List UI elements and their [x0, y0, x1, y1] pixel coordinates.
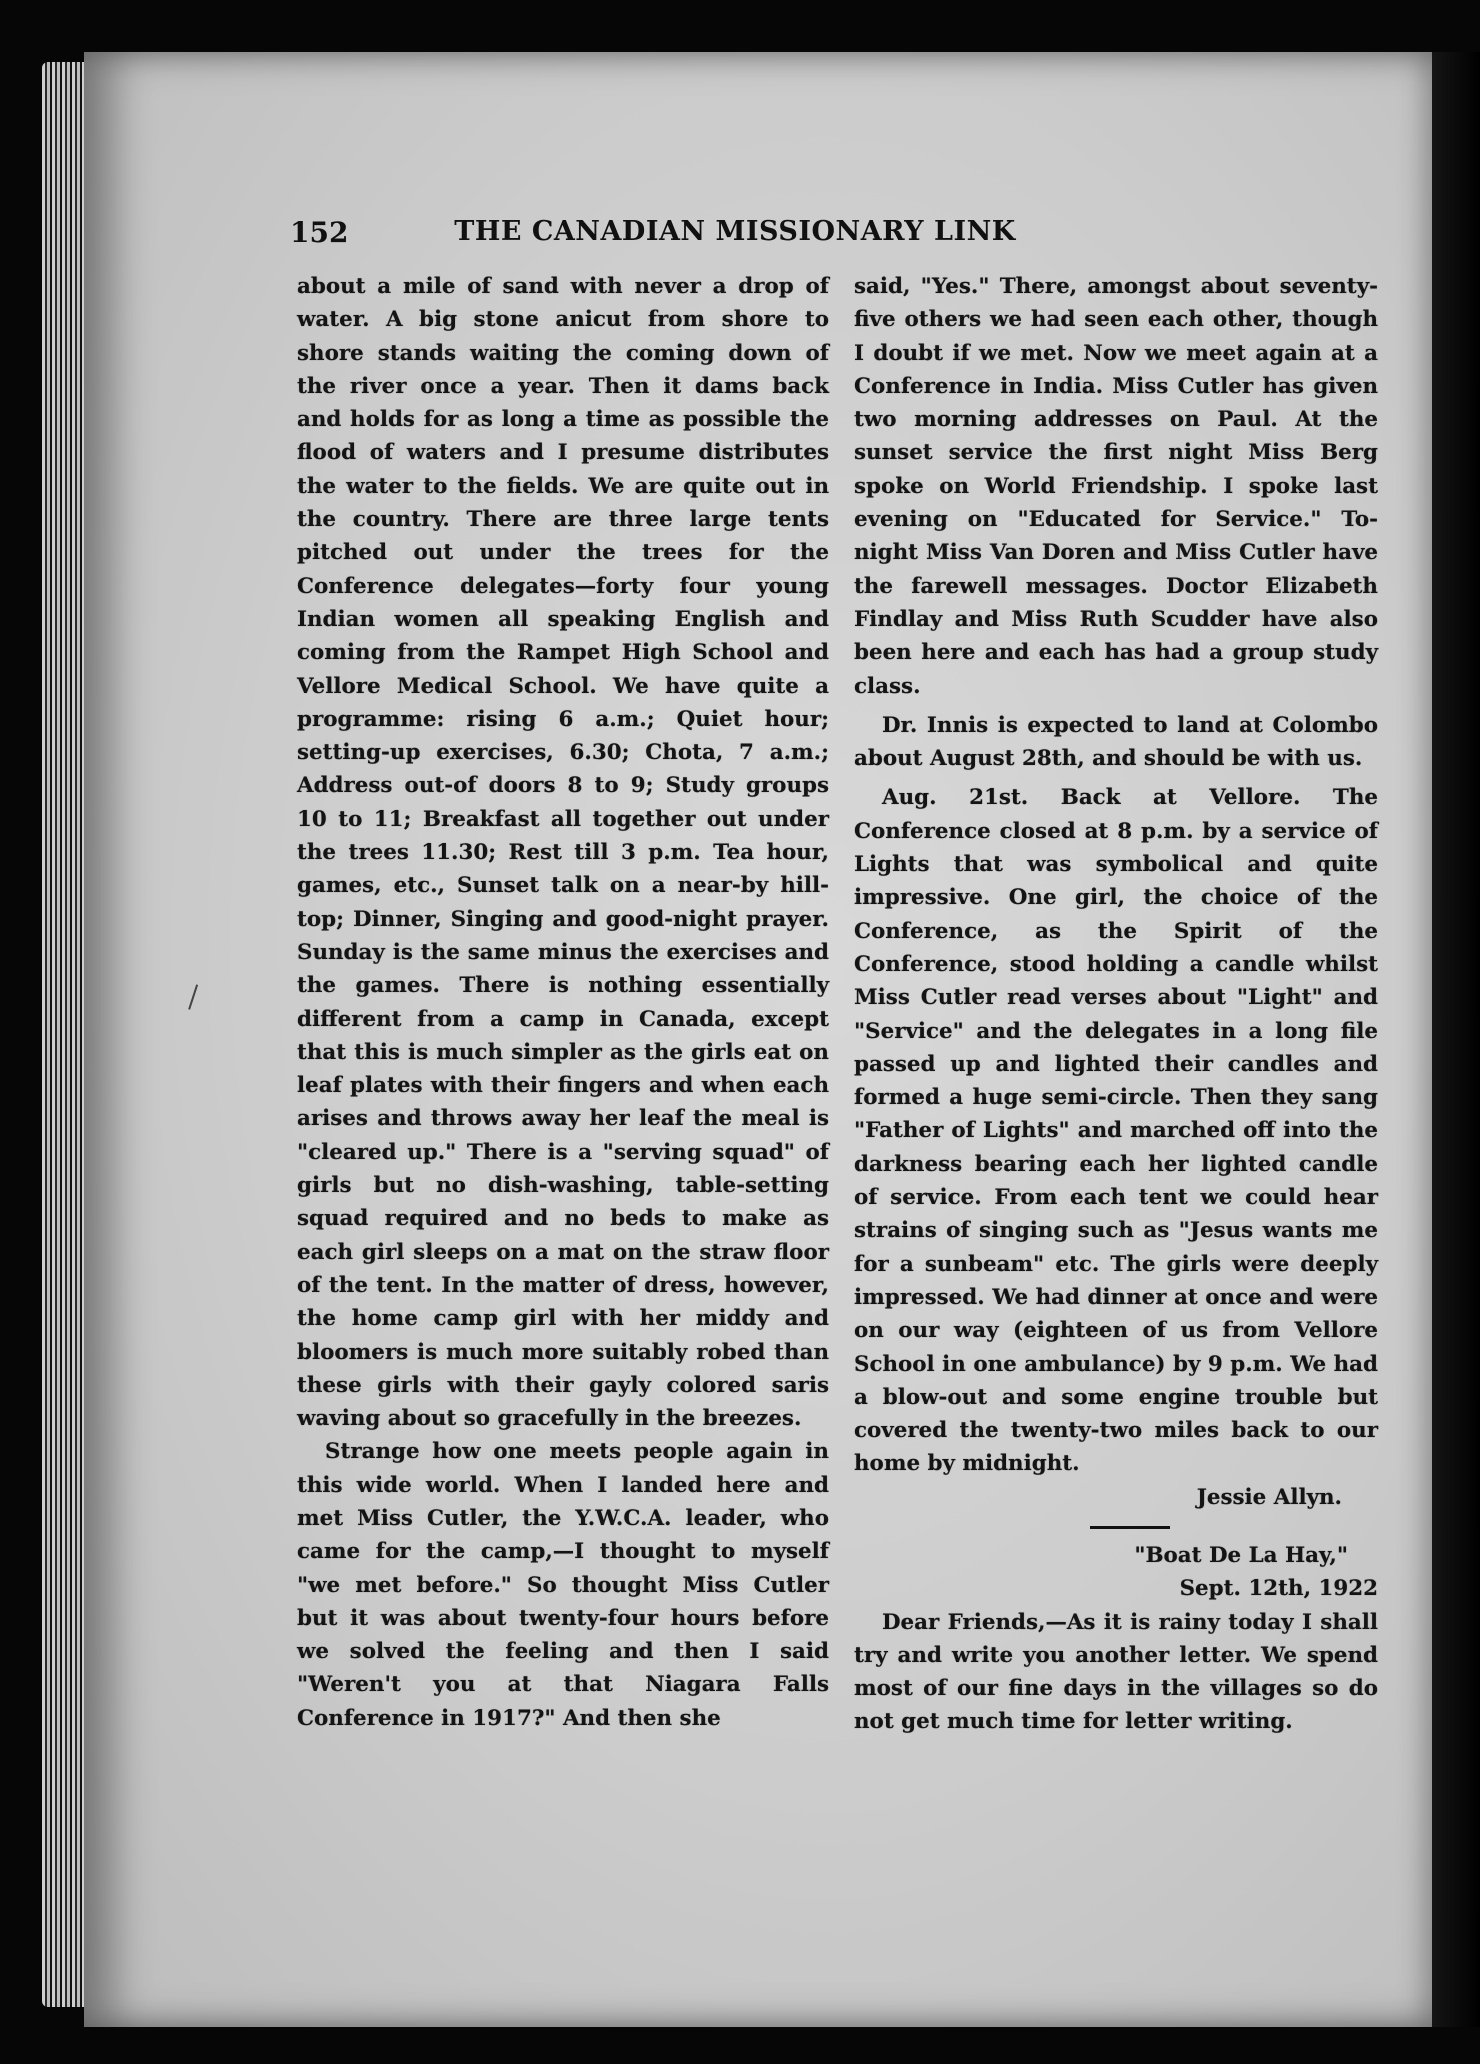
book-page-edges	[42, 62, 86, 2007]
signature: Jessie Allyn.	[1196, 1484, 1342, 1510]
journal-title: THE CANADIAN MISSIONARY LINK	[454, 216, 1016, 247]
left-column	[297, 270, 829, 1735]
page-header	[290, 216, 1120, 256]
page-number: 152	[290, 216, 349, 249]
right-paragraph-2: Dr. Innis is expected to land at Colombo about August 28th, and should be with us.	[854, 712, 1378, 772]
right-paragraph-4: Dear Friends,—As it is rainy today I shall try and write you another letter. We spend most of our fine days in the villages so do not get much time for letter writing.	[854, 1609, 1378, 1735]
left-paragraph-2: Strange how one meets people again in this wide world. When I landed here and met Miss Cutler, the Y.W.C.A. leader, who came for the camp,—I thought to myself "we met before." So thought Miss Cutler but it was about twenty-four hours before we solved the feeling and then I said "Weren't you at that Niagara Falls Conference in 1917?" And then she	[297, 1439, 829, 1731]
left-paragraph-1: about a mile of sand with never a drop of water. A big stone anicut from shore to shore stands waiting the coming down of the river once a year. Then it dams back and holds for as long a time as possible the flood of waters and I presume distributes the water to the fields. We are quite out in the country. There are three large tents pitched out under the trees for the Conference delegates—forty four young Indian women all speaking English and coming from the Rampet High School and Vellore Medical School. We have quite a programme: rising 6 a.m.; Quiet hour; setting-up exercises, 6.30; Chota, 7 a.m.; Address out-of doors 8 to 9; Study groups 10 to 11; Breakfast all together out under the trees 11.30; Rest till 3 p.m. Tea hour, games, etc., Sunset talk on a near-by hill-top; Dinner, Singing and good-night prayer. Sunday is the same minus the exercises and the games. There is nothing essentially different from a camp in Canada, except that this is much simpler as the girls eat on leaf plates with their fingers and when each arises and throws away her leaf the meal is "cleared up." There is a "serving squad" of girls but no dish-washing, table-setting squad required and no beds to make as each girl sleeps on a mat on the straw floor of the tent. In the matter of dress, however, the home camp girl with her middy and bloomers is much more suitably robed than these girls with their gayly colored saris waving about so gracefully in the breezes.	[297, 274, 829, 1432]
right-column	[854, 270, 1378, 1739]
dateline-date: Sept. 12th, 1922	[1179, 1576, 1378, 1602]
scan-border-right	[1432, 52, 1480, 2027]
dateline-place: "Boat De La Hay,"	[1134, 1542, 1348, 1568]
divider-rule	[1090, 1526, 1170, 1529]
right-paragraph-3: Aug. 21st. Back at Vellore. The Conference closed at 8 p.m. by a service of Lights that was symbolical and quite impressive. One girl, the choice of the Conference, as the Spirit of the Conference, stood holding a candle whilst Miss Cutler read verses about "Light" and "Service" and the delegates in a long file passed up and lighted their candles and formed a huge semi-circle. Then they sang "Father of Lights" and marched off into the darkness bearing each her lighted candle of service. From each tent we could hear strains of singing such as "Jesus wants me for a sunbeam" etc. The girls were deeply impressed. We had dinner at once and were on our way (eighteen of us from Vellore School in one ambulance) by 9 p.m. We had a blow-out and some engine trouble but covered the twenty-two miles back to our home by midnight.	[854, 785, 1378, 1477]
right-paragraph-1: said, "Yes." There, amongst about seventy-five others we had seen each other, though I doubt if we met. Now we meet again at a Conference in India. Miss Cutler has given two morning addresses on Paul. At the sunset service the first night Miss Berg spoke on World Friendship. I spoke last evening on "Educated for Service." To-night Miss Van Doren and Miss Cutler have the farewell messages. Doctor Elizabeth Findlay and Miss Ruth Scudder have also been here and each has had a group study class.	[854, 274, 1378, 699]
